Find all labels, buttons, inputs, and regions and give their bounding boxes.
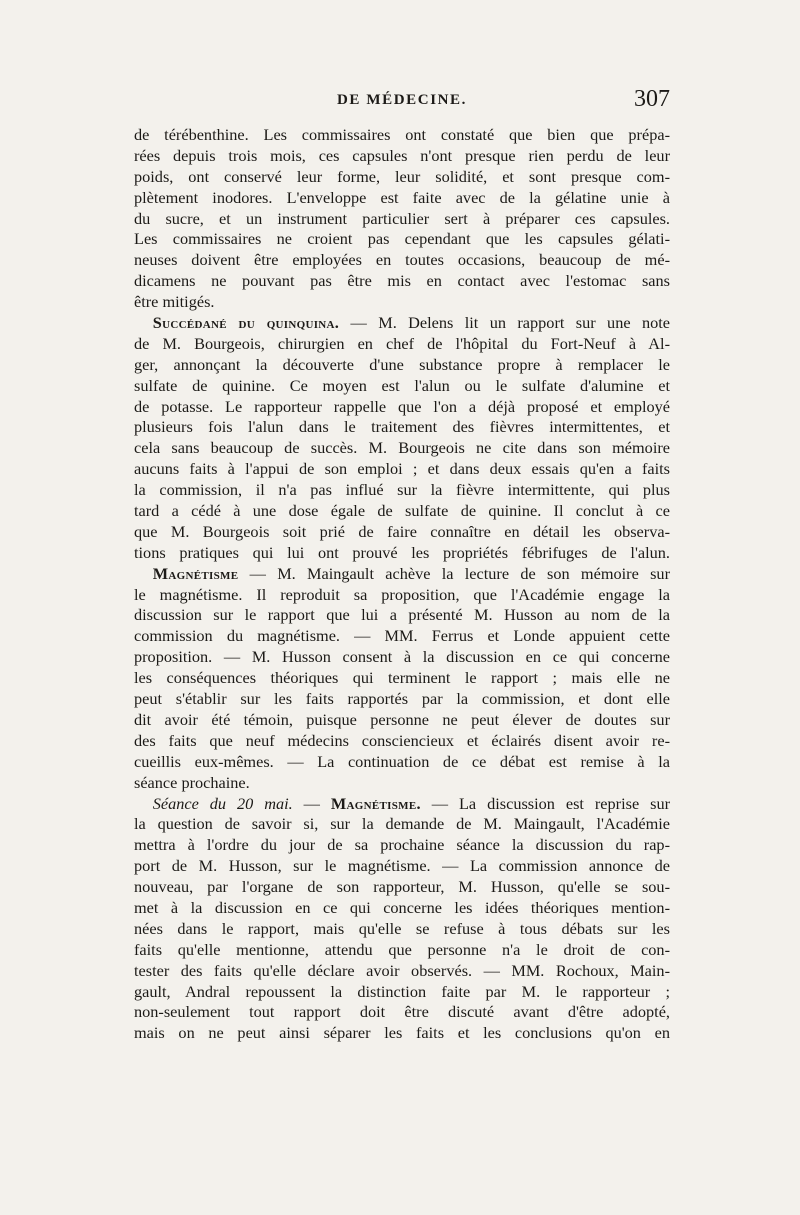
- text-segment: plètement inodores. L'enveloppe est faite avec de la gélatine unie à: [134, 187, 670, 207]
- text-segment: neuses doivent être employées en toutes occasions, beaucoup de mé-: [134, 250, 670, 270]
- text-line: [134, 731, 670, 752]
- text-line: [134, 710, 670, 731]
- text-segment: non-seulement tout rapport doit être discuté avant d'être adopté,: [134, 1002, 670, 1022]
- text-line: [134, 292, 670, 313]
- text-line: [134, 877, 670, 898]
- text-segment: de potasse. Le rapporteur rappelle que l'on a déjà proposé et employé: [134, 396, 670, 416]
- text-line: [134, 605, 670, 626]
- text-segment: la commission, il n'a pas influé sur la fièvre intermittente, qui plus: [134, 480, 670, 500]
- text-line: [134, 919, 670, 940]
- text-line: [134, 689, 670, 710]
- text-line: [134, 355, 670, 376]
- text-segment: mais on ne peut ainsi séparer les faits et les conclusions qu'on en: [134, 1023, 670, 1043]
- text-line: [134, 773, 670, 794]
- text-line: [134, 835, 670, 856]
- text-segment: de M. Bourgeois, chirurgien en chef de l'hôpital du Fort-Neuf à Al-: [134, 333, 670, 353]
- text-line: [134, 752, 670, 773]
- text-segment: discussion sur le rapport que lui a présenté M. Husson au nom de la: [134, 605, 670, 625]
- text-segment: ger, annonçant la découverte d'une substance propre à remplacer le: [134, 354, 670, 374]
- text-line: [134, 1023, 670, 1044]
- text-line: [134, 480, 670, 501]
- text-line: [134, 146, 670, 167]
- text-line: [134, 376, 670, 397]
- text-segment: port de M. Husson, sur le magnétisme. — La commission annonce de: [134, 856, 670, 876]
- text-line: [134, 626, 670, 647]
- text-segment: cueillis eux-mêmes. — La continuation de ce débat est remise à la: [134, 751, 670, 771]
- text-segment: met à la discussion en ce qui concerne les idées théoriques mention-: [134, 897, 670, 917]
- text-line: [134, 898, 670, 919]
- text-segment: aucuns faits à l'appui de son emploi ; et dans deux essais qu'en a faits: [134, 459, 670, 479]
- text-line: [134, 313, 670, 334]
- text-segment: plusieurs fois l'alun dans le traitement des fièvres intermittentes, et: [134, 417, 670, 437]
- text-segment: dicamens ne pouvant pas être mis en contact avec l'estomac sans: [134, 271, 670, 291]
- text-segment: séance prochaine.: [134, 772, 250, 792]
- text-segment: poids, ont conservé leur forme, leur solidité, et sont presque com-: [134, 166, 670, 186]
- text-segment: des faits que neuf médecins consciencieux et éclairés disent avoir re-: [134, 730, 670, 750]
- text-segment: proposition. — M. Husson consent à la discussion en ce qui concerne: [134, 647, 670, 667]
- text-segment: être mitigés.: [134, 292, 215, 312]
- text-line: [134, 188, 670, 209]
- text-line: [134, 271, 670, 292]
- text-line: [134, 982, 670, 1003]
- text-segment: — M. Maingault achève la lecture de son mémoire sur: [238, 563, 670, 583]
- text-segment: dit avoir été témoin, puisque personne ne peut élever de doutes sur: [134, 709, 670, 729]
- text-line: [134, 940, 670, 961]
- text-line: [134, 961, 670, 982]
- text-line: [134, 209, 670, 230]
- text-line: [134, 564, 670, 585]
- text-line: [134, 459, 670, 480]
- text-line: [134, 647, 670, 668]
- text-segment: la question de savoir si, sur la demande de M. Maingault, l'Académie: [134, 814, 670, 834]
- text-segment: les conséquences théoriques qui terminent le rapport ; mais elle ne: [134, 668, 670, 688]
- text-line: [134, 334, 670, 355]
- text-segment: cela sans beaucoup de succès. M. Bourgeois ne cite dans son mémoire: [134, 438, 670, 458]
- text-segment: Les commissaires ne croient pas cependant que les capsules gélati-: [134, 229, 670, 249]
- text-segment: — La discussion est reprise sur: [420, 793, 671, 813]
- text-segment: commission du magnétisme. — MM. Ferrus et Londe appuient cette: [134, 626, 670, 646]
- text-line: [134, 522, 670, 543]
- text-segment: — M. Delens lit un rapport sur une note: [339, 313, 670, 333]
- text-segment: rées depuis trois mois, ces capsules n'ont presque rien perdu de leur: [134, 145, 670, 165]
- text-line: [134, 250, 670, 271]
- page-number: 307: [634, 86, 670, 112]
- text-segment: faits qu'elle mentionne, attendu que personne n'a le droit de con-: [134, 939, 670, 959]
- text-segment: nouveau, par l'organe de son rapporteur, M. Husson, qu'elle se sou-: [134, 877, 670, 897]
- page-header: [134, 86, 670, 122]
- text-segment: tions pratiques qui lui ont prouvé les propriétés fébrifuges de l'alun.: [134, 542, 670, 562]
- running-head: DE MÉDECINE.: [336, 92, 468, 108]
- text-line: [134, 501, 670, 522]
- section-heading: Magnétisme.: [330, 793, 421, 813]
- text-segment: nées dans le rapport, mais qu'elle se refuse à tous débats sur les: [134, 918, 670, 938]
- text-segment: —: [292, 793, 331, 813]
- section-heading: Magnétisme: [152, 563, 239, 583]
- session-date: Séance du 20 mai.: [152, 793, 293, 813]
- text-line: [134, 167, 670, 188]
- text-line: [134, 417, 670, 438]
- text-segment: du sucre, et un instrument particulier sert à préparer ces capsules.: [134, 208, 670, 228]
- text-segment: gault, Andral repoussent la distinction faite par M. le rapporteur ;: [134, 981, 670, 1001]
- text-segment: le magnétisme. Il reproduit sa proposition, que l'Académie engage la: [134, 584, 670, 604]
- text-segment: tester des faits qu'elle déclare avoir observés. — MM. Rochoux, Main-: [134, 960, 670, 980]
- text-line: [134, 668, 670, 689]
- text-segment: que M. Bourgeois soit prié de faire connaître en détail les observa-: [134, 521, 670, 541]
- body-text: [134, 125, 670, 1044]
- text-line: [134, 856, 670, 877]
- text-segment: tard a cédé à une dose égale de sulfate de quinine. Il conclut à ce: [134, 501, 670, 521]
- text-segment: de térébenthine. Les commissaires ont constaté que bien que prépa-: [134, 125, 670, 144]
- section-heading: Succédané du quinquina.: [152, 313, 340, 333]
- text-line: [134, 229, 670, 250]
- text-segment: sulfate de quinine. Ce moyen est l'alun ou le sulfate d'alumine et: [134, 375, 670, 395]
- text-segment: peut s'établir sur les faits rapportés par la commission, et dont elle: [134, 689, 670, 709]
- text-line: [134, 585, 670, 606]
- text-line: [134, 1002, 670, 1023]
- text-line: [134, 794, 670, 815]
- text-line: [134, 543, 670, 564]
- text-line: [134, 125, 670, 146]
- text-line: [134, 438, 670, 459]
- text-line: [134, 397, 670, 418]
- text-segment: mettra à l'ordre du jour de sa prochaine séance la discussion du rap-: [134, 835, 670, 855]
- text-line: [134, 814, 670, 835]
